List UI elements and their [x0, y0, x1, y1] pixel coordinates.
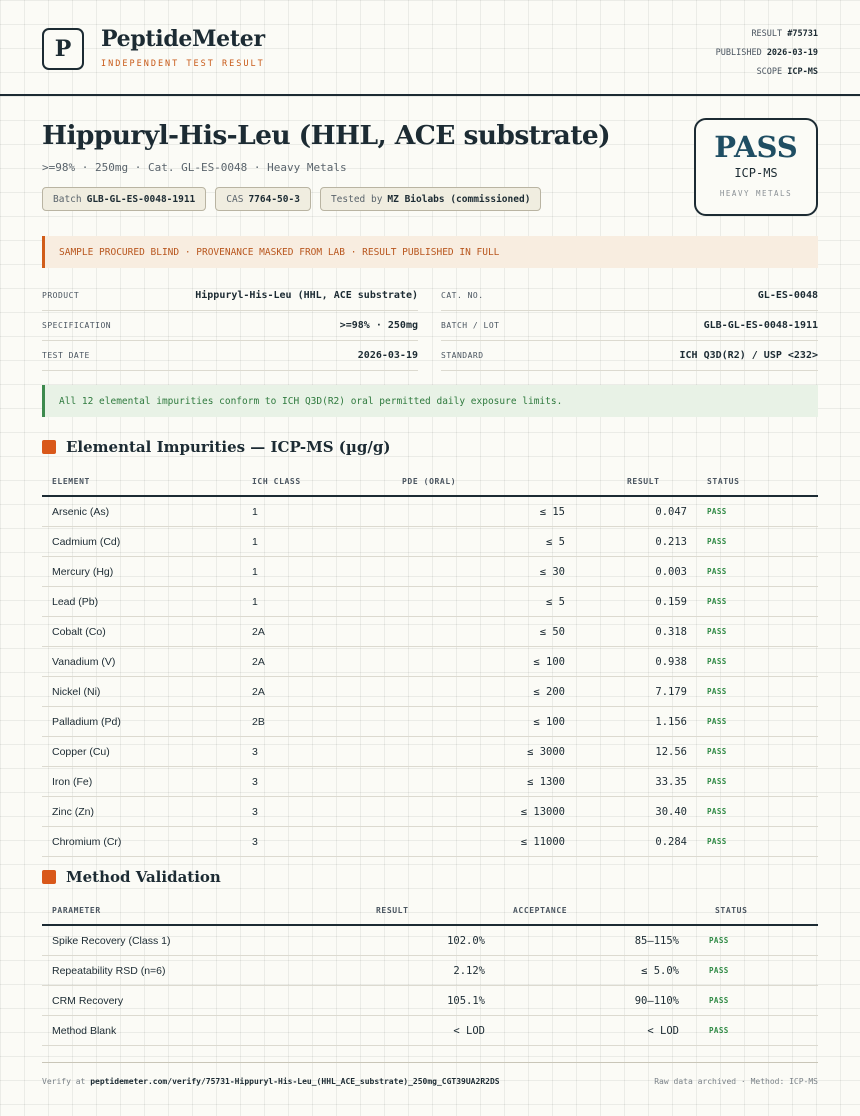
info-value: ICH Q3D(R2) / USP <232>: [679, 350, 818, 361]
pde-cell: ≤ 1300: [360, 767, 575, 797]
cas-chip: [215, 187, 311, 211]
acceptance-cell: ≤ 5.0%: [495, 956, 689, 986]
tested-by-chip: [320, 187, 541, 211]
status-badge: PASS: [697, 797, 818, 827]
ich-class-cell: 3: [242, 737, 360, 767]
result-cell: 0.213: [575, 527, 697, 557]
column-header: ELEMENT: [42, 467, 242, 496]
published-value: 2026-03-19: [766, 48, 818, 58]
scope-line: [716, 66, 818, 85]
acceptance-cell: 85–115%: [495, 925, 689, 956]
validation-heading: [42, 868, 221, 886]
column-header: ICH CLASS: [242, 467, 360, 496]
element-cell: Iron (Fe): [42, 767, 242, 797]
column-header: PARAMETER: [42, 896, 263, 925]
result-cell: 0.318: [575, 617, 697, 647]
brand-logo: P: [42, 28, 84, 70]
result-id-line: [716, 28, 818, 47]
status-badge: PASS: [697, 647, 818, 677]
result-meta: [716, 28, 818, 85]
parameter-cell: Spike Recovery (Class 1): [42, 925, 263, 956]
result-cell: 30.40: [575, 797, 697, 827]
section-marker-icon: [42, 440, 56, 454]
ich-class-cell: 1: [242, 587, 360, 617]
column-header: STATUS: [689, 896, 818, 925]
status-badge: PASS: [697, 617, 818, 647]
table-row: [42, 986, 818, 1016]
table-header-row: [42, 467, 818, 496]
info-value: 2026-03-19: [357, 350, 418, 361]
table-row: [42, 587, 818, 617]
element-cell: Palladium (Pd): [42, 707, 242, 737]
parameter-cell: Method Blank: [42, 1016, 263, 1046]
info-value: Hippuryl-His-Leu (HHL, ACE substrate): [195, 290, 418, 301]
conformity-banner: All 12 elemental impurities conform to ICH Q3D(R2) oral permitted daily exposure limits.: [42, 385, 818, 417]
result-cell: 7.179: [575, 677, 697, 707]
result-cell: 105.1%: [263, 986, 495, 1016]
published-line: [716, 47, 818, 66]
table-row: [42, 707, 818, 737]
info-row-product: [42, 281, 418, 311]
ich-class-cell: 1: [242, 527, 360, 557]
verify-label: Verify at: [42, 1077, 86, 1086]
ich-class-cell: 2A: [242, 647, 360, 677]
scope-value: ICP-MS: [787, 67, 818, 77]
result-cell: 0.284: [575, 827, 697, 857]
info-key: TEST DATE: [42, 351, 90, 360]
brand-tagline: INDEPENDENT TEST RESULT: [101, 59, 265, 69]
info-row-batch-lot: [441, 311, 818, 341]
element-cell: Copper (Cu): [42, 737, 242, 767]
acceptance-cell: < LOD: [495, 1016, 689, 1046]
element-cell: Vanadium (V): [42, 647, 242, 677]
verdict-badge: [694, 118, 818, 216]
status-badge: PASS: [697, 767, 818, 797]
pde-cell: ≤ 13000: [360, 797, 575, 827]
scope-label: SCOPE: [756, 67, 783, 77]
status-badge: PASS: [697, 557, 818, 587]
table-header-row: [42, 896, 818, 925]
status-badge: PASS: [689, 956, 818, 986]
status-badge: PASS: [697, 677, 818, 707]
ich-class-cell: 1: [242, 496, 360, 527]
table-row: [42, 737, 818, 767]
result-cell: 0.938: [575, 647, 697, 677]
info-row-standard: [441, 341, 818, 371]
result-cell: 33.35: [575, 767, 697, 797]
archive-note: Raw data archived · Method: ICP-MS: [654, 1077, 818, 1086]
validation-title: Method Validation: [66, 868, 221, 886]
verify-link[interactable]: peptidemeter.com/verify/75731-Hippuryl-His-Leu_(HHL_ACE_substrate)_250mg_CGT39UA2R2DS: [90, 1077, 500, 1086]
verdict-text: PASS: [714, 130, 798, 164]
result-cell: 12.56: [575, 737, 697, 767]
page-title: Hippuryl-His-Leu (HHL, ACE substrate): [42, 120, 611, 151]
status-badge: PASS: [697, 496, 818, 527]
product-subtitle: >=98% · 250mg · Cat. GL-ES-0048 · Heavy Metals: [42, 161, 347, 174]
batch-chip-value: GLB-GL-ES-0048-1911: [86, 193, 196, 205]
ich-class-cell: 2B: [242, 707, 360, 737]
pde-cell: ≤ 5: [360, 527, 575, 557]
pde-cell: ≤ 5: [360, 587, 575, 617]
result-cell: < LOD: [263, 1016, 495, 1046]
info-value: >=98% · 250mg: [339, 320, 418, 331]
info-value: GLB-GL-ES-0048-1911: [703, 320, 818, 331]
section-marker-icon: [42, 870, 56, 884]
table-row: [42, 827, 818, 857]
ich-class-cell: 2A: [242, 677, 360, 707]
impurities-heading: [42, 438, 390, 456]
product-chips: [42, 187, 541, 211]
pde-cell: ≤ 3000: [360, 737, 575, 767]
parameter-cell: Repeatability RSD (n=6): [42, 956, 263, 986]
pde-cell: ≤ 50: [360, 617, 575, 647]
status-badge: PASS: [697, 527, 818, 557]
cas-chip-value: 7764-50-3: [248, 193, 300, 205]
info-row-cat-no: [441, 281, 818, 311]
header-divider: [0, 94, 860, 96]
ich-class-cell: 3: [242, 827, 360, 857]
table-row: [42, 527, 818, 557]
result-id-label: RESULT: [751, 29, 783, 39]
result-cell: 1.156: [575, 707, 697, 737]
ich-class-cell: 3: [242, 767, 360, 797]
verdict-method: ICP-MS: [734, 166, 778, 180]
result-cell: 102.0%: [263, 925, 495, 956]
table-row: [42, 677, 818, 707]
element-cell: Mercury (Hg): [42, 557, 242, 587]
element-cell: Zinc (Zn): [42, 797, 242, 827]
info-value: GL-ES-0048: [757, 290, 818, 301]
column-header: RESULT: [263, 896, 495, 925]
result-cell: 0.159: [575, 587, 697, 617]
column-header: PDE (ORAL): [360, 467, 575, 496]
published-label: PUBLISHED: [715, 48, 762, 58]
table-row: [42, 925, 818, 956]
impurities-title: Elemental Impurities — ICP-MS (µg/g): [66, 438, 391, 456]
pde-cell: ≤ 30: [360, 557, 575, 587]
validation-table: [42, 896, 818, 1046]
status-badge: PASS: [697, 827, 818, 857]
info-key: STANDARD: [441, 351, 484, 360]
footer-divider: [42, 1062, 818, 1063]
result-cell: 0.047: [575, 496, 697, 527]
table-row: [42, 956, 818, 986]
element-cell: Cobalt (Co): [42, 617, 242, 647]
result-cell: 0.003: [575, 557, 697, 587]
status-badge: PASS: [697, 737, 818, 767]
procurement-notice: SAMPLE PROCURED BLIND · PROVENANCE MASKED FROM LAB · RESULT PUBLISHED IN FULL: [42, 236, 818, 268]
info-key: PRODUCT: [42, 291, 80, 300]
element-cell: Arsenic (As): [42, 496, 242, 527]
table-row: [42, 797, 818, 827]
info-key: BATCH / LOT: [441, 321, 500, 330]
pde-cell: ≤ 15: [360, 496, 575, 527]
status-badge: PASS: [697, 707, 818, 737]
info-row-specification: [42, 311, 418, 341]
status-badge: PASS: [689, 1016, 818, 1046]
table-row: [42, 496, 818, 527]
tested-by-chip-label: Tested by: [330, 193, 383, 205]
brand-name: PeptideMeter: [101, 26, 265, 52]
batch-chip: [42, 187, 206, 211]
status-badge: PASS: [689, 925, 818, 956]
table-row: [42, 767, 818, 797]
tested-by-chip-value: MZ Biolabs (commissioned): [387, 193, 531, 205]
parameter-cell: CRM Recovery: [42, 986, 263, 1016]
column-header: RESULT: [575, 467, 697, 496]
info-key: CAT. NO.: [441, 291, 484, 300]
batch-chip-label: Batch: [53, 193, 82, 205]
table-row: [42, 647, 818, 677]
ich-class-cell: 1: [242, 557, 360, 587]
verdict-scope: HEAVY METALS: [719, 189, 793, 198]
pde-cell: ≤ 11000: [360, 827, 575, 857]
element-cell: Nickel (Ni): [42, 677, 242, 707]
status-badge: PASS: [697, 587, 818, 617]
table-row: [42, 557, 818, 587]
table-row: [42, 617, 818, 647]
verify-line: [42, 1077, 500, 1086]
pde-cell: ≤ 200: [360, 677, 575, 707]
cas-chip-label: CAS: [226, 193, 244, 205]
pde-cell: ≤ 100: [360, 707, 575, 737]
impurities-table: [42, 467, 818, 857]
result-id-value: #75731: [787, 29, 818, 39]
status-badge: PASS: [689, 986, 818, 1016]
result-cell: 2.12%: [263, 956, 495, 986]
pde-cell: ≤ 100: [360, 647, 575, 677]
table-row: [42, 1016, 818, 1046]
info-key: SPECIFICATION: [42, 321, 112, 330]
element-cell: Cadmium (Cd): [42, 527, 242, 557]
ich-class-cell: 3: [242, 797, 360, 827]
column-header: ACCEPTANCE: [495, 896, 689, 925]
info-row-test-date: [42, 341, 418, 371]
acceptance-cell: 90–110%: [495, 986, 689, 1016]
column-header: STATUS: [697, 467, 818, 496]
ich-class-cell: 2A: [242, 617, 360, 647]
element-cell: Lead (Pb): [42, 587, 242, 617]
element-cell: Chromium (Cr): [42, 827, 242, 857]
